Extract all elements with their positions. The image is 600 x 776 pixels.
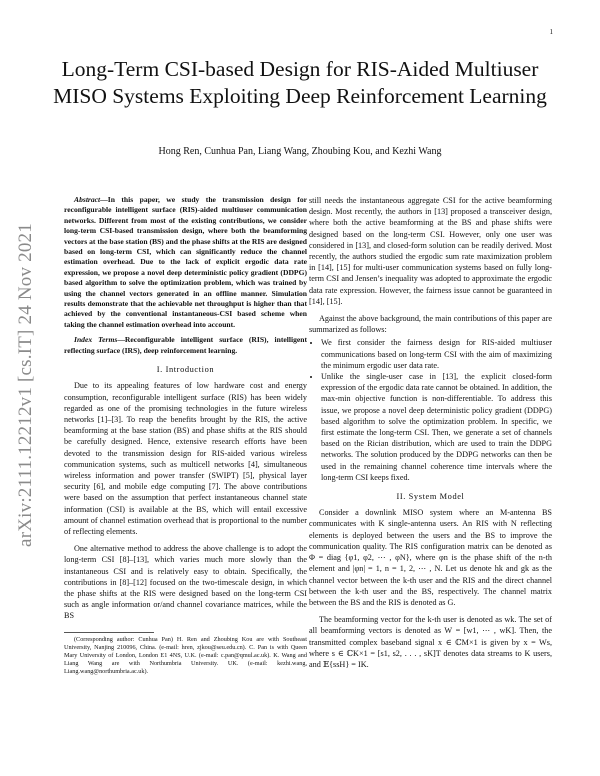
model-paragraph-1: Consider a downlink MISO system where an M-antenna BS communicates with K single-antenna users. An RIS with N reflecting elements is deployed between the users and the BS to improve the communication quality. The RIS configuration matrix can be denoted as Φ = diag {φ1, φ2, ⋯ , φN}, where φn is the phase shift of the n-th element and |φn| = 1, n = 1, 2, ⋯ , N. Let us denote hk and gk as the channel vector between the k-th user and the RIS and the direct channel between the k-th user and the BS, respectively. The channel matrix between the BS and the RIS is denoted as G. [309, 508, 552, 607]
index-terms-lead: Index Terms [74, 335, 118, 345]
abstract-lead: Abstract [74, 195, 101, 204]
footnote-text: (Corresponding author: Cunhua Pan) H. Ren and Zhoubing Kou are with Southeast University, Nanjing 210096, China. (e-mail: hren, zjkou@seu.edu.cn). C. Pan is with Queen Mary University of London, London E1 4NS, U.K. (e-mail: c.pan@qmul.ac.uk). K. Wang and Liang Wang are with Northumbria University. UK. (e-mail: kezhi.wang, Liang.wang@northumbria.ac.uk). [64, 635, 307, 675]
index-terms [64, 335, 307, 356]
page-number: 1 [549, 28, 553, 36]
left-column [64, 195, 307, 676]
right-paragraph-1: still needs the instantaneous aggregate CSI for the active beamforming design. Most recently, the authors in [13] proposed a transceiver design, where both the active beamforming at the BS and phase shifts were designed based on the long-term CSI. However, only one user was considered in [13], and closed-form solution can be readily derived. Most recently, the authors studied the ergodic sum rate maximization problem in [14], [15] for multi-user communication systems based on fully long-term CSI and Jensen’s inequality was adopted to approximate the ergodic data rate expression. However, the fairness issue cannot be guaranteed in [14], [15]. [309, 196, 552, 306]
paper-title: Long-Term CSI-based Design for RIS-Aided Multiuser MISO Systems Exploiting Deep Reinforcement Learning [53, 57, 547, 108]
contribution-bullet-1: • We first consider the fairness design for RIS-aided multiuser communications based on long-term CSI with the aim of maximizing the minimum ergodic user data rate. [321, 337, 552, 371]
section-heading-system-model: II. System Model [396, 492, 465, 502]
arxiv-stamp-text: arXiv:2111.12212v1 [cs.IT] 24 Nov 2021 [15, 223, 36, 547]
right-column [309, 195, 552, 670]
arxiv-stamp [6, 160, 46, 610]
abstract [64, 195, 307, 330]
intro-paragraph-2: One alternative method to address the above challenge is to adopt the long-term CSI [8]–[13], which varies much more slowly than the instantaneous CSI and is relatively easy to obtain. Specifically, the contributions in [8]–[12] focused on the two-timescale design, in which the phase shifts at the RIS were designed based on the long-term CSI such as angle information or/and channel covariance matrices, while the BS [64, 544, 307, 621]
abstract-body: —In this paper, we study the transmission design for reconfigurable intelligent surface (RIS)-aided multiuser communication networks. Different from most of the existing contributions, we consider long-term CSI-based transmission design, where both the beamforming vectors at the base station (BS) and the phase shifts at the RIS are designed based on long-term CSI, which can significantly reduce the channel estimation overhead. Due to the lack of explicit ergodic data rate expression, we propose a novel deep deterministic policy gradient (DDPG) based algorithm to solve the optimization problem, which was trained by using the channel vectors generated in an offline manner. Simulation results demonstrate that the achievable net throughput is higher than that achieved by the conventional instantaneous-CSI based scheme when taking the channel estimation overhead into account. [64, 195, 307, 329]
model-paragraph-2: The beamforming vector for the k-th user is denoted as wk. The set of all beamforming vectors is denoted as W = [w1, ⋯ , wK]. Then, the transmitted complex baseband signal x ∈ ℂM×1 is given by x = Ws, where s ∈ ℂK×1 = [s1, s2, . . . , sK]T denotes data streams to K users, and 𝔼{ssH} = IK. [309, 615, 552, 669]
paper-authors: Hong Ren, Cunhua Pan, Liang Wang, Zhoubing Kou, and Kezhi Wang [158, 146, 442, 157]
contribution-bullet-2: • Unlike the single-user case in [13], the explicit closed-form expression of the ergodic data rate cannot be obtained. In addition, the max-min objective function is non-differentiable. To address this issue, we propose a novel deep deterministic policy gradient (DDPG) based algorithm to solve the optimization problem. In specific, we first estimate the long-term CSI. Then, we generate a set of channels based on the Rician distribution, which are used to train the DDPG networks. The solution produced by the DDPG networks can then be used in the remaining channel coherence time intervals where the long-term CSI keeps fixed. [321, 371, 552, 483]
right-paragraph-2: Against the above background, the main contributions of this paper are summarized as follows: [309, 314, 552, 335]
index-terms-body: —Reconfigurable intelligent surface (RIS), intelligent reflecting surface (IRS), deep reinforcement learning. [64, 335, 307, 355]
intro-paragraph-1: Due to its appealing features of low hardware cost and energy consumption, reconfigurable intelligent surface (RIS) has been widely regarded as one of the promising technologies in the future wireless networks [1]–[3]. To reap the benefits brought by the RIS, the active beamforming at the base station (BS) and phase shifts at the RIS should be carefully designed. Hence, extensive research efforts have been devoted to the transmission design for RIS-aided various wireless communication systems, such as multicell networks [4], simultaneous wireless information and power transfer (SWIPT) [5], physical layer security [6], and mobile edge computing [7]. The above contributions were based on the assumption that perfect instantaneous channel state information (CSI) is available at the BS, which will entail excessive amount of channel estimation overhead that is proportional to the number of reflecting elements. [64, 381, 307, 536]
footnote-rule [64, 632, 154, 633]
section-heading-introduction: I. Introduction [156, 365, 215, 375]
contributions-list [309, 337, 552, 483]
